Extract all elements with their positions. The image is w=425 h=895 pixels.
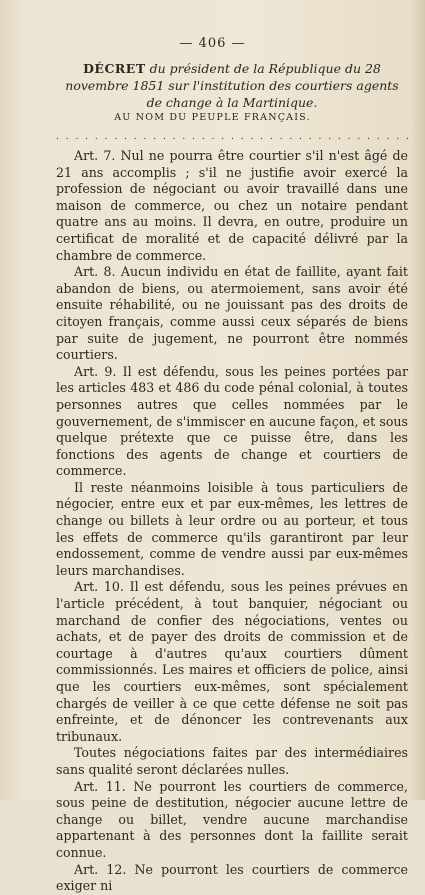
article-10-continued: Toutes négociations faites par des intermédiaires sans qualité seront déclarées nulles. (56, 745, 408, 777)
decree-body (56, 148, 408, 895)
page-number: — 406 — (179, 36, 246, 51)
article-8: Art. 8. Aucun individu en état de faillite, ayant fait abandon de biens, ou atermoiement, sans avoir été ensuite réhabilité, ou ne jouissant pas des droits de citoyen français, comme aussi ceux séparés de biens par suite de jugement, ne pourront être nommés courtiers. (56, 264, 408, 363)
article-10: Art. 10. Il est défendu, sous les peines prévues en l'article précédent, à tout banquier, négociant ou marchand de confier des négociations, ventes ou achats, et de payer des droits de commission et de courtage à d'autres qu'aux courtiers dûment commissionnés. Les maires et officiers de police, ainsi que les courtiers eux-mêmes, sont spécialement chargés de veiller à ce que cette défense ne soit pas enfreinte, et de dénoncer les contrevenants aux tribunaux. (56, 579, 408, 744)
decree-title-text: du président de la République du 28 novembre 1851 sur l'institution des courtiers agents de change à la Martinique. (65, 61, 399, 110)
article-9: Art. 9. Il est défendu, sous les peines portées par les articles 483 et 486 du code pénal colonial, à toutes personnes autres que celles nommées par le gouvernement, de s'immiscer en aucune façon, et sous quelque prétexte que ce puisse être, dans les fonctions des agents de change et courtiers de commerce. (56, 363, 408, 479)
au-nom-heading: AU NOM DU PEUPLE FRANÇAIS. (114, 112, 311, 123)
article-7: Art. 7. Nul ne pourra être courtier s'il n'est âgé de 21 ans accomplis ; s'il ne justifie avoir exercé la profession de négociant ou avoir travaillé dans une maison de commerce, ou chez un notaire pendant quatre ans au moins. Il devra, en outre, produire un certificat de moralité et de capacité délivré par la chambre de commerce. (56, 148, 408, 263)
decree-title (56, 60, 408, 111)
article-11: Art. 11. Ne pourront les courtiers de commerce, sous peine de destitution, négocier aucune lettre de change ou billet, vendre aucune marchandise appartenant à des personnes dont la faillite serait connue. (56, 778, 408, 860)
ellipsis-separator: . . . . . . . . . . . . . . . . . . . . . . . . . . . . . . . . . . . . . (56, 132, 411, 142)
article-9-continued: Il reste néanmoins loisible à tous particuliers de négocier, entre eux et par eux-mêmes, les lettres de change ou billets à leur ordre ou au porteur, et tous les effets de commerce qu'ils garantiront par leur endossement, comme de vendre aussi par eux-mêmes leurs marchandises. (56, 479, 408, 578)
article-12: Art. 12. Ne pourront les courtiers de commerce exiger ni (56, 861, 408, 894)
decree-title-lead: DÉCRET (83, 61, 146, 76)
page-edge-shadow (411, 0, 425, 800)
